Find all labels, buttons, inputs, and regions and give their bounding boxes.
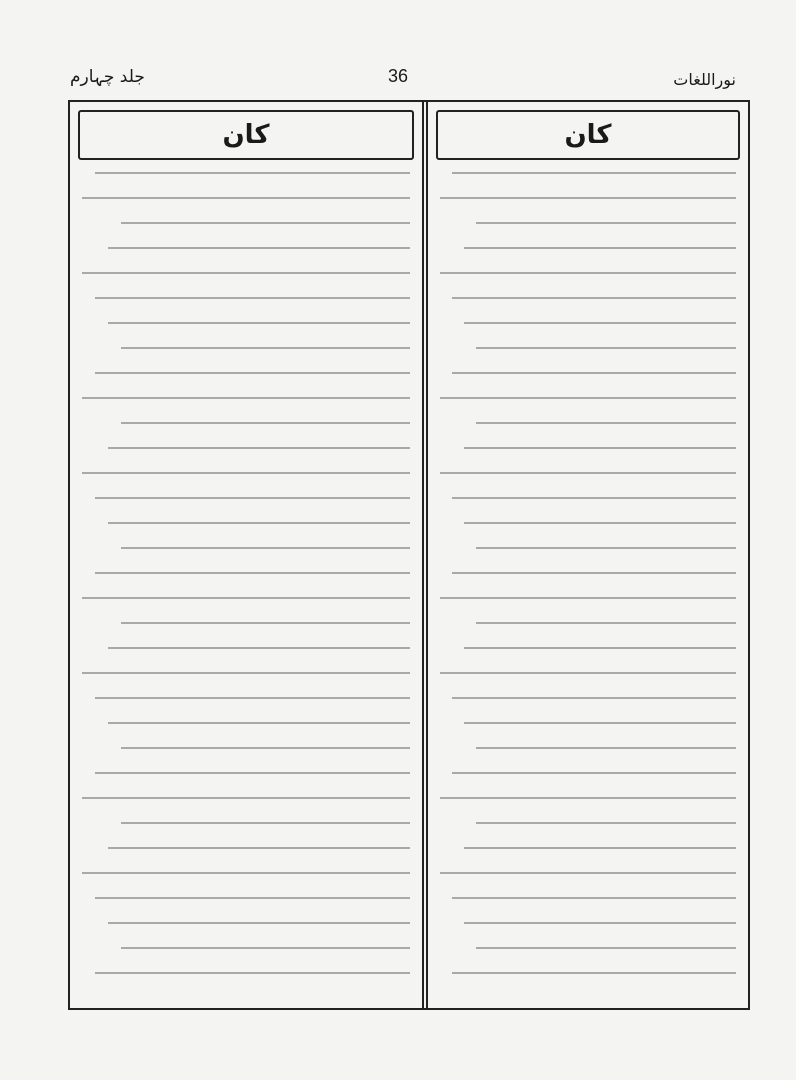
text-line: [121, 222, 410, 224]
text-line: [82, 472, 410, 474]
text-line: [476, 222, 736, 224]
text-line: [476, 747, 736, 749]
text-line: [452, 297, 736, 299]
text-line: [95, 572, 410, 574]
dictionary-frame: [68, 100, 750, 1010]
text-line: [82, 197, 410, 199]
text-line: [108, 722, 410, 724]
text-line: [121, 347, 410, 349]
left-column: [70, 102, 422, 1008]
text-line: [440, 472, 736, 474]
text-line: [82, 597, 410, 599]
running-head-left: جلد چہارم: [70, 67, 145, 87]
text-line: [464, 722, 736, 724]
page-number: 36: [388, 66, 409, 86]
text-line: [476, 422, 736, 424]
text-line: [440, 872, 736, 874]
text-line: [440, 272, 736, 274]
text-line: [108, 647, 410, 649]
text-line: [108, 247, 410, 249]
text-line: [95, 497, 410, 499]
text-line: [95, 697, 410, 699]
text-line: [464, 522, 736, 524]
right-column-title: کان: [436, 110, 740, 160]
text-line: [476, 622, 736, 624]
text-line: [464, 247, 736, 249]
text-line: [452, 697, 736, 699]
text-line: [452, 172, 736, 174]
text-line: [82, 872, 410, 874]
text-line: [440, 197, 736, 199]
text-line: [464, 647, 736, 649]
text-line: [464, 922, 736, 924]
text-line: [121, 547, 410, 549]
right-column-text-placeholder: [440, 172, 736, 998]
left-column-text-placeholder: [82, 172, 410, 998]
right-column: [428, 102, 748, 1008]
text-line: [108, 322, 410, 324]
text-line: [121, 822, 410, 824]
text-line: [108, 922, 410, 924]
text-line: [108, 847, 410, 849]
text-line: [476, 822, 736, 824]
text-line: [95, 772, 410, 774]
text-line: [95, 972, 410, 974]
text-line: [464, 847, 736, 849]
text-line: [95, 897, 410, 899]
text-line: [464, 322, 736, 324]
text-line: [476, 547, 736, 549]
text-line: [121, 947, 410, 949]
text-line: [82, 272, 410, 274]
text-line: [95, 172, 410, 174]
text-line: [476, 347, 736, 349]
text-line: [452, 772, 736, 774]
text-line: [121, 747, 410, 749]
text-line: [452, 497, 736, 499]
text-line: [108, 447, 410, 449]
text-line: [82, 672, 410, 674]
text-line: [452, 897, 736, 899]
text-line: [452, 372, 736, 374]
text-line: [476, 947, 736, 949]
text-line: [440, 597, 736, 599]
text-line: [452, 572, 736, 574]
text-line: [95, 372, 410, 374]
text-line: [464, 447, 736, 449]
text-line: [82, 397, 410, 399]
text-line: [440, 797, 736, 799]
text-line: [108, 522, 410, 524]
text-line: [121, 422, 410, 424]
text-line: [440, 672, 736, 674]
left-column-title: کان: [78, 110, 414, 160]
text-line: [82, 797, 410, 799]
text-line: [95, 297, 410, 299]
text-line: [452, 972, 736, 974]
running-head-right: نوراللغات: [673, 70, 736, 89]
text-line: [121, 622, 410, 624]
text-line: [440, 397, 736, 399]
